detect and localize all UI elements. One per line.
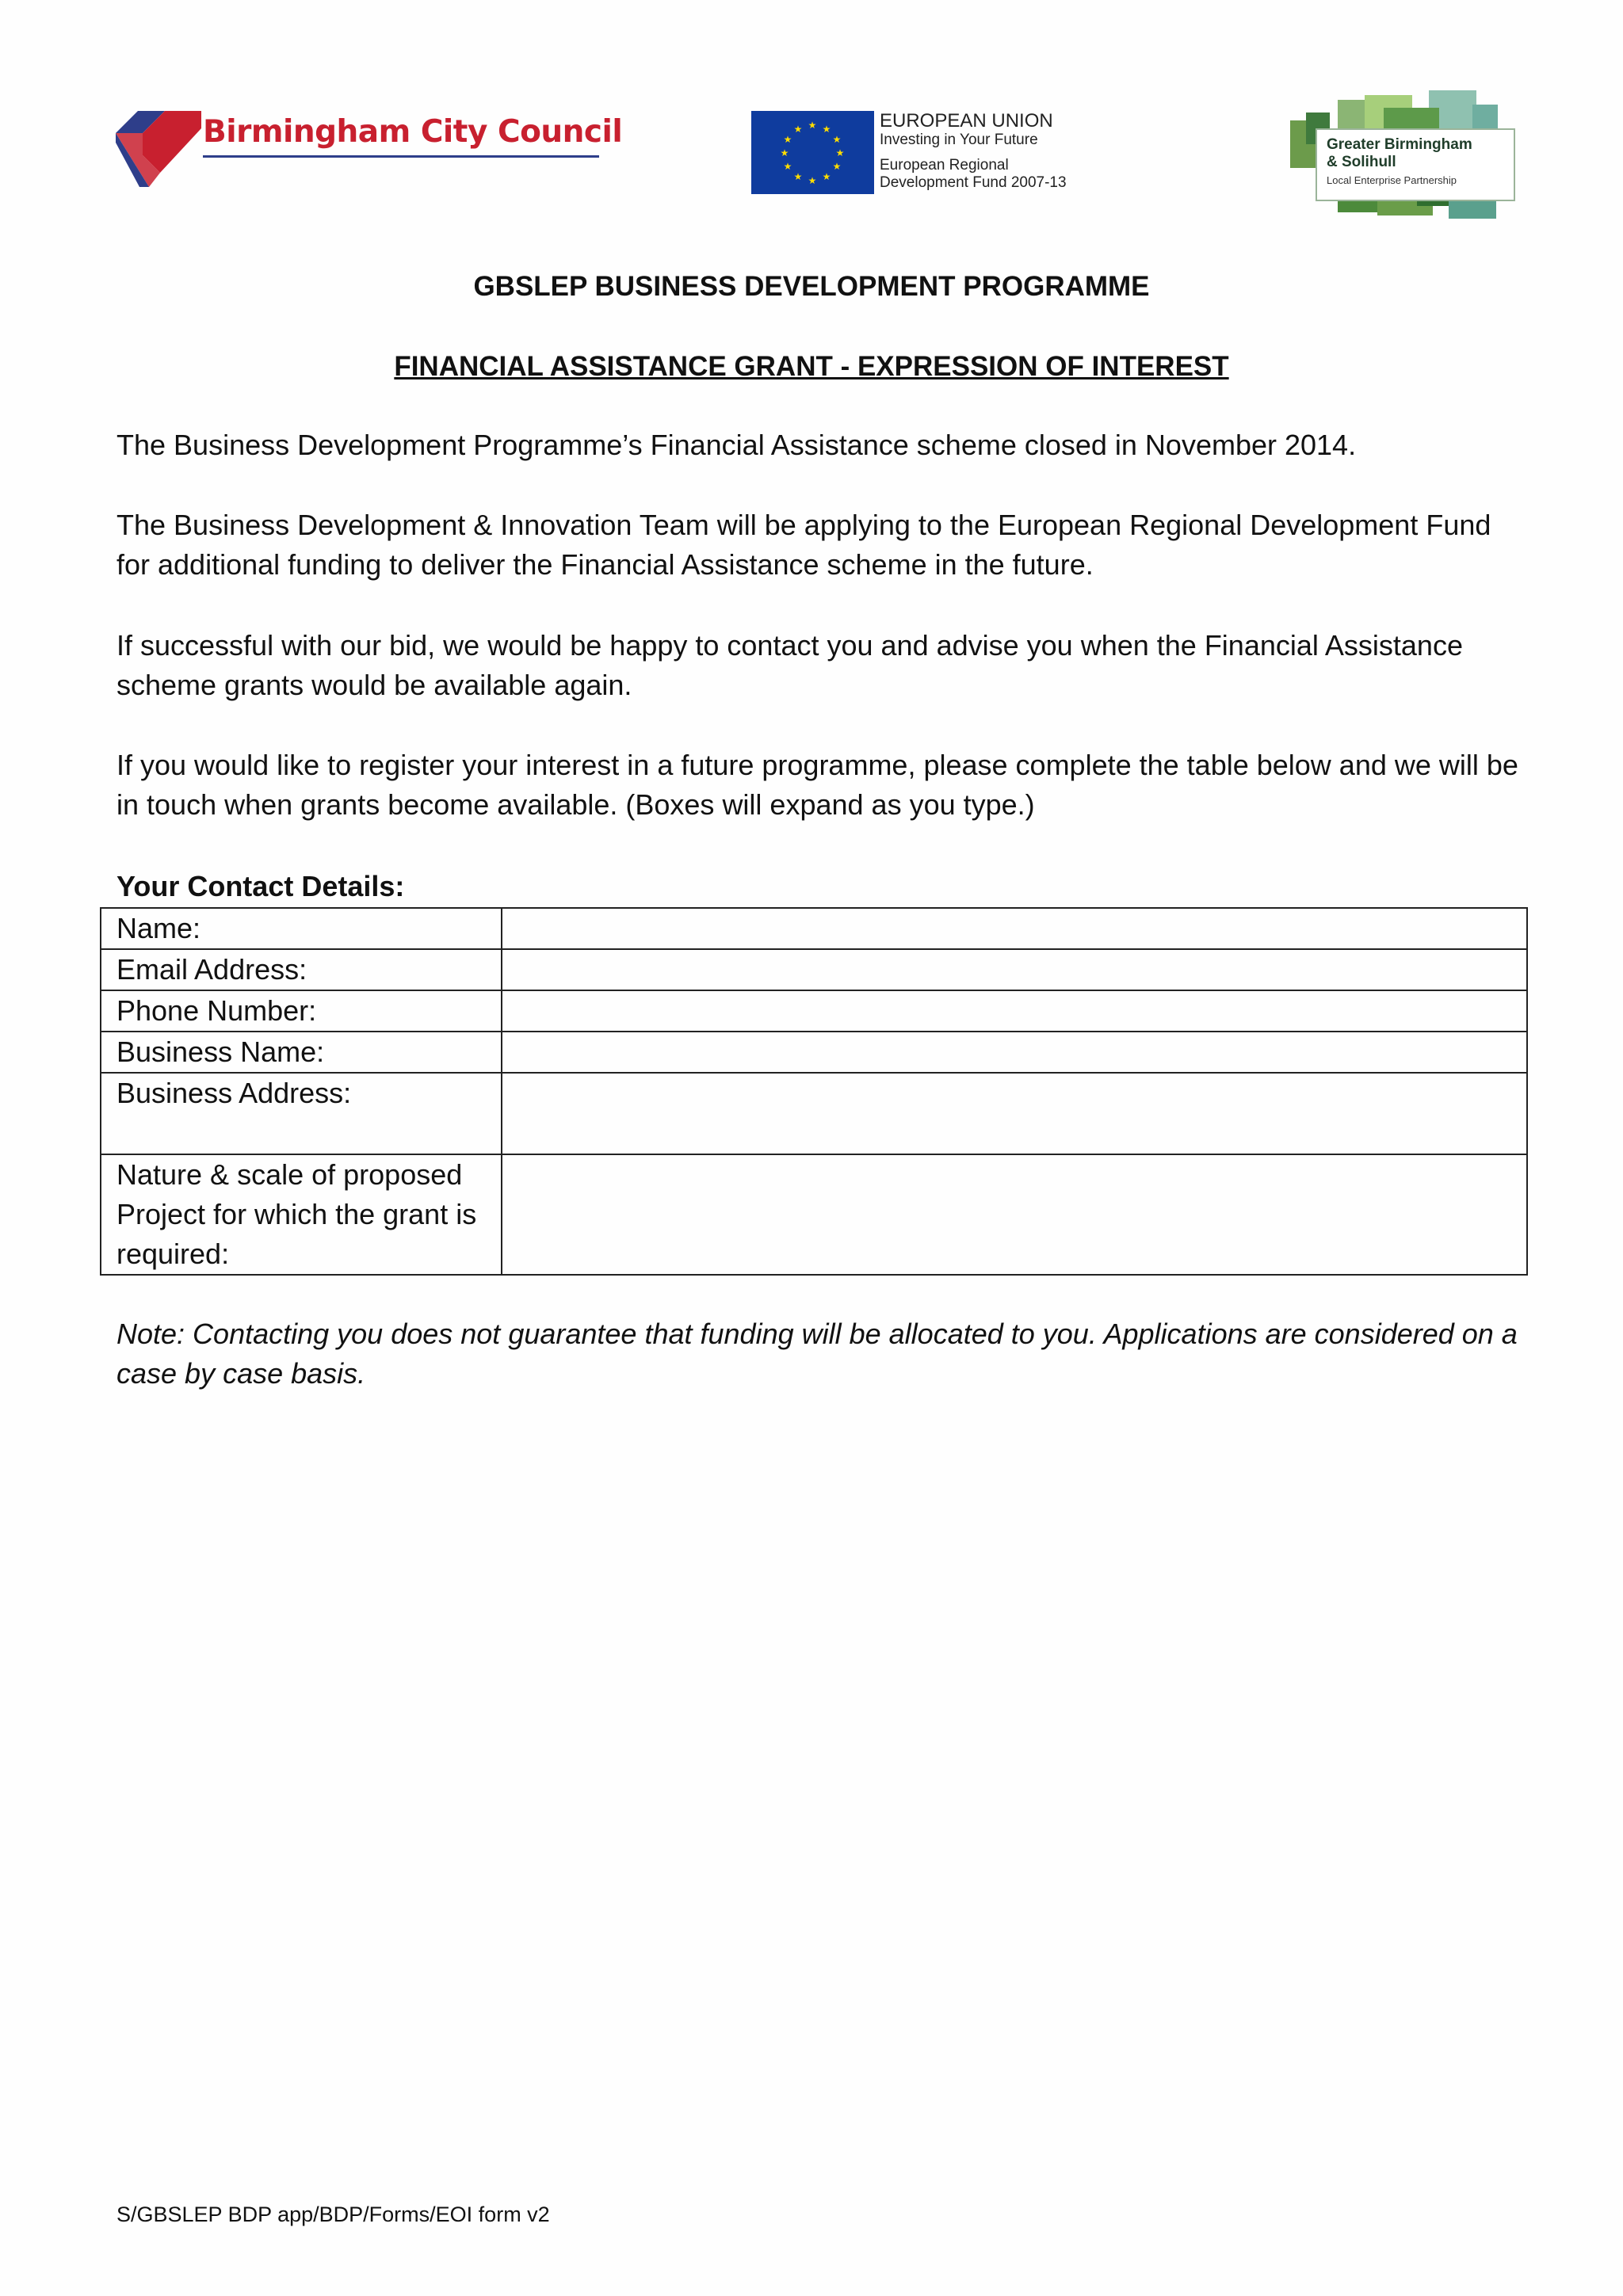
table-row [101, 908, 1527, 949]
svg-text:★: ★ [793, 124, 803, 135]
lep-label-box [1316, 128, 1515, 201]
svg-text:★: ★ [822, 171, 831, 182]
bcc-logo-text: Birmingham City Council [203, 114, 623, 150]
svg-text:★: ★ [822, 124, 831, 135]
svg-text:★: ★ [835, 147, 845, 158]
gbslep-logo [1290, 89, 1500, 222]
eu-logo-text [880, 111, 1067, 192]
email-field[interactable] [502, 949, 1527, 990]
lep-name-line-2: & Solihull [1327, 154, 1396, 170]
document-title: GBSLEP BUSINESS DEVELOPMENT PROGRAMME [473, 271, 1150, 302]
svg-text:★: ★ [808, 175, 817, 186]
eu-flag-icon [751, 111, 874, 194]
bcc-emblem-icon [116, 111, 203, 190]
footer-file-path: S/GBSLEP BDP app/BDP/Forms/EOI form v2 [116, 2203, 550, 2226]
svg-text:★: ★ [783, 134, 792, 145]
business-name-label: Business Name: [101, 1032, 502, 1073]
document-subtitle: FINANCIAL ASSISTANCE GRANT - EXPRESSION OF INTEREST [394, 351, 1229, 382]
contact-details-heading: Your Contact Details: [116, 870, 405, 902]
svg-text:★: ★ [780, 147, 789, 158]
email-label: Email Address: [101, 949, 502, 990]
name-field[interactable] [502, 908, 1527, 949]
svg-text:★: ★ [832, 161, 842, 172]
table-row [101, 1154, 1527, 1275]
eu-line-1: EUROPEAN UNION [880, 110, 1053, 132]
paragraph-1: The Business Development Programme’s Financial Assistance scheme closed in November 2014. [116, 429, 1357, 461]
project-nature-field[interactable] [502, 1154, 1527, 1275]
project-nature-label: Nature & scale of proposed Project for which the grant is required: [101, 1154, 502, 1275]
eu-line-3: European Regional [880, 157, 1009, 174]
svg-text:★: ★ [793, 171, 803, 182]
paragraph-2: The Business Development & Innovation Team will be applying to the European Regional Development Fund for additional funding to deliver the Financial Assistance scheme in the future. [116, 509, 1491, 581]
eu-erdf-logo [751, 111, 1163, 194]
business-name-field[interactable] [502, 1032, 1527, 1073]
business-address-field[interactable] [502, 1073, 1527, 1154]
phone-label: Phone Number: [101, 990, 502, 1032]
birmingham-city-council-logo [116, 111, 623, 198]
svg-text:★: ★ [808, 120, 817, 131]
table-row [101, 1073, 1527, 1154]
name-label: Name: [101, 908, 502, 949]
eu-line-2: Investing in Your Future [880, 132, 1038, 148]
eu-line-4: Development Fund 2007-13 [880, 174, 1067, 191]
bcc-logo-underline [203, 155, 599, 158]
svg-text:★: ★ [832, 134, 842, 145]
table-row [101, 990, 1527, 1032]
phone-field[interactable] [502, 990, 1527, 1032]
lep-subtitle: Local Enterprise Partnership [1327, 174, 1457, 186]
contact-details-table [100, 907, 1528, 1276]
table-row [101, 1032, 1527, 1073]
business-address-label: Business Address: [101, 1073, 502, 1154]
lep-name-line-1: Greater Birmingham [1327, 136, 1472, 153]
svg-text:★: ★ [783, 161, 792, 172]
table-row [101, 949, 1527, 990]
disclaimer-note: Note: Contacting you does not guarantee that funding will be allocated to you. Applications are considered on a case by case basis. [116, 1318, 1518, 1390]
paragraph-4: If you would like to register your interest in a future programme, please complete the table below and we will be in touch when grants become available. (Boxes will expand as you type.) [116, 749, 1518, 821]
paragraph-3: If successful with our bid, we would be happy to contact you and advise you when the Financial Assistance scheme grants would be available again. [116, 629, 1463, 701]
